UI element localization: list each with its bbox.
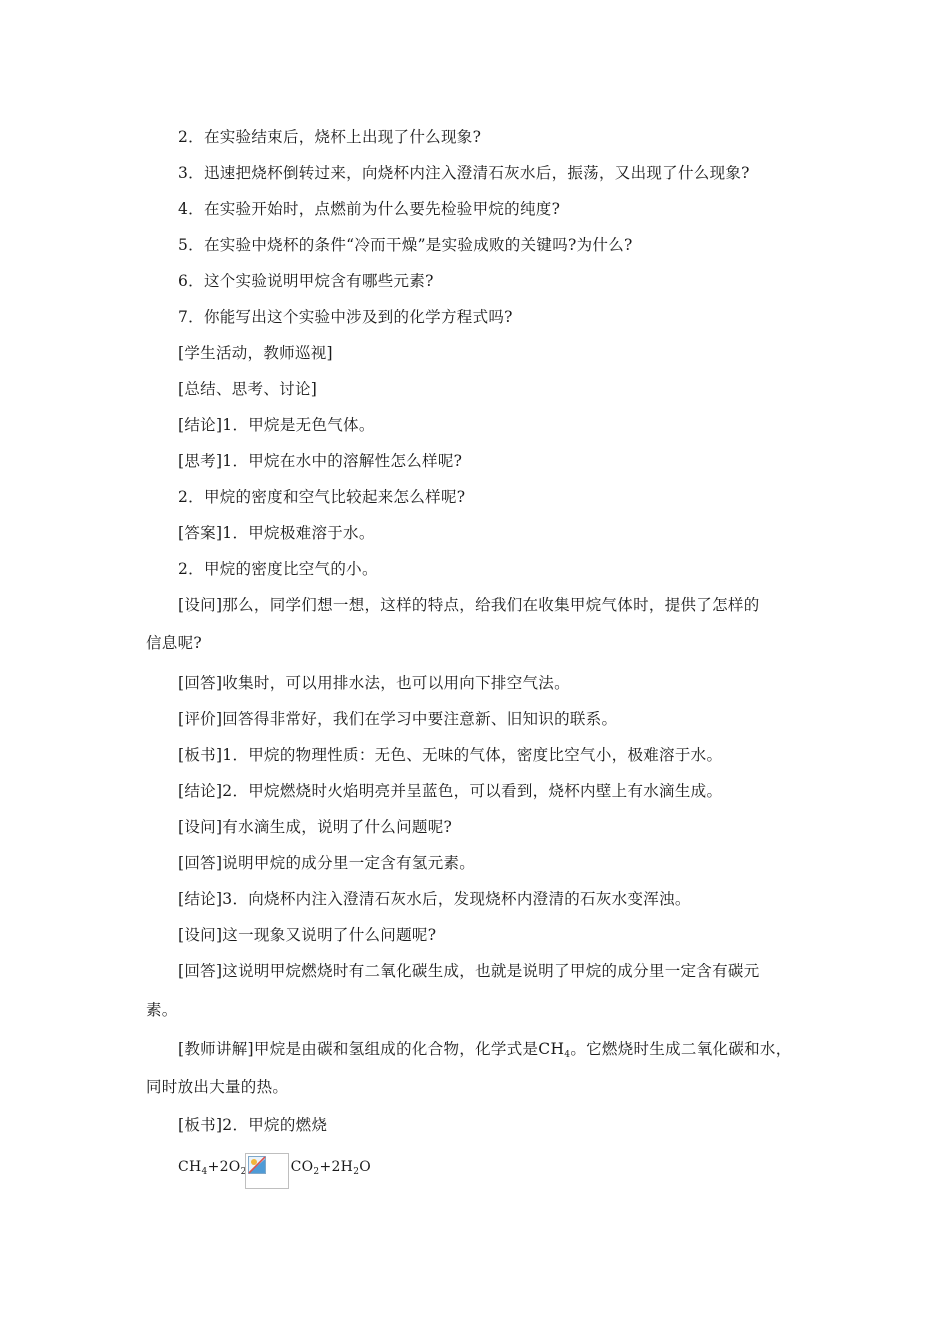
- eq-sub-2b: 2: [313, 1167, 320, 1177]
- eq-sub-2a: 2: [240, 1167, 247, 1177]
- teacher-explain: [178, 1039, 792, 1059]
- summary-heading: [总结、思考、讨论]: [178, 380, 318, 398]
- question-5: 5．在实验中烧杯的条件“冷而干燥”是实验成败的关键吗?为什么?: [178, 236, 633, 254]
- question-7: 7．你能写出这个实验中涉及到的化学方程式吗?: [178, 308, 513, 326]
- question-phenomenon: [设问]这一现象又说明了什么问题呢?: [178, 926, 437, 944]
- explain-text-a: [教师讲解]甲烷是由碳和氢组成的化合物，化学式是CH: [178, 1040, 565, 1058]
- eq-sub-2c: 2: [353, 1167, 360, 1177]
- student-activity: [学生活动，教师巡视]: [178, 344, 333, 362]
- teacher-explain-cont: 同时放出大量的热。: [146, 1078, 289, 1096]
- eq-sub-4: 4: [201, 1167, 208, 1177]
- evaluation: [评价]回答得非常好，我们在学习中要注意新、旧知识的联系。: [178, 710, 618, 728]
- eq-reactant-ch: CH: [178, 1159, 202, 1175]
- question-3: 3．迅速把烧杯倒转过来，向烧杯内注入澄清石灰水后，振荡，又出现了什么现象?: [178, 164, 750, 182]
- answer-1: [答案]1．甲烷极难溶于水。: [178, 524, 375, 542]
- reply-hydrogen: [回答]说明甲烷的成分里一定含有氢元素。: [178, 854, 476, 872]
- explain-text-b: 。它燃烧时生成二氧化碳和水，: [570, 1040, 792, 1058]
- think-2: 2．甲烷的密度和空气比较起来怎么样呢?: [178, 488, 466, 506]
- conclusion-1: [结论]1．甲烷是无色气体。: [178, 416, 375, 434]
- eq-reactant-o: +2O: [207, 1159, 241, 1175]
- question-2: 2．在实验结束后，烧杯上出现了什么现象?: [178, 128, 482, 146]
- think-1: [思考]1．甲烷在水中的溶解性怎么样呢?: [178, 452, 463, 470]
- question-collect-cont: 信息呢?: [146, 634, 203, 652]
- chemical-equation: [178, 1153, 371, 1189]
- question-4: 4．在实验开始时，点燃前为什么要先检验甲烷的纯度?: [178, 200, 561, 218]
- conclusion-2: [结论]2．甲烷燃烧时火焰明亮并呈蓝色，可以看到，烧杯内壁上有水滴生成。: [178, 782, 723, 800]
- explain-subscript: 4: [564, 1050, 571, 1060]
- broken-image-icon: [245, 1153, 289, 1189]
- eq-product-co: CO: [290, 1159, 314, 1175]
- question-6: 6．这个实验说明甲烷含有哪些元素?: [178, 272, 434, 290]
- reply-collect: [回答]收集时，可以用排水法，也可以用向下排空气法。: [178, 674, 570, 692]
- question-collect: [设问]那么，同学们想一想，这样的特点，给我们在收集甲烷气体时，提供了怎样的: [178, 596, 760, 614]
- board-1: [板书]1．甲烷的物理性质：无色、无味的气体，密度比空气小，极难溶于水。: [178, 746, 723, 764]
- conclusion-3: [结论]3．向烧杯内注入澄清石灰水后，发现烧杯内澄清的石灰水变浑浊。: [178, 890, 691, 908]
- answer-2: 2．甲烷的密度比空气的小。: [178, 560, 378, 578]
- board-2: [板书]2．甲烷的燃烧: [178, 1116, 328, 1134]
- eq-product-o: O: [359, 1159, 371, 1175]
- eq-product-h: +2H: [319, 1159, 354, 1175]
- reply-carbon-cont: 素。: [146, 1001, 178, 1019]
- reply-carbon: [回答]这说明甲烷燃烧时有二氧化碳生成，也就是说明了甲烷的成分里一定含有碳元: [178, 962, 760, 980]
- question-water: [设问]有水滴生成，说明了什么问题呢?: [178, 818, 453, 836]
